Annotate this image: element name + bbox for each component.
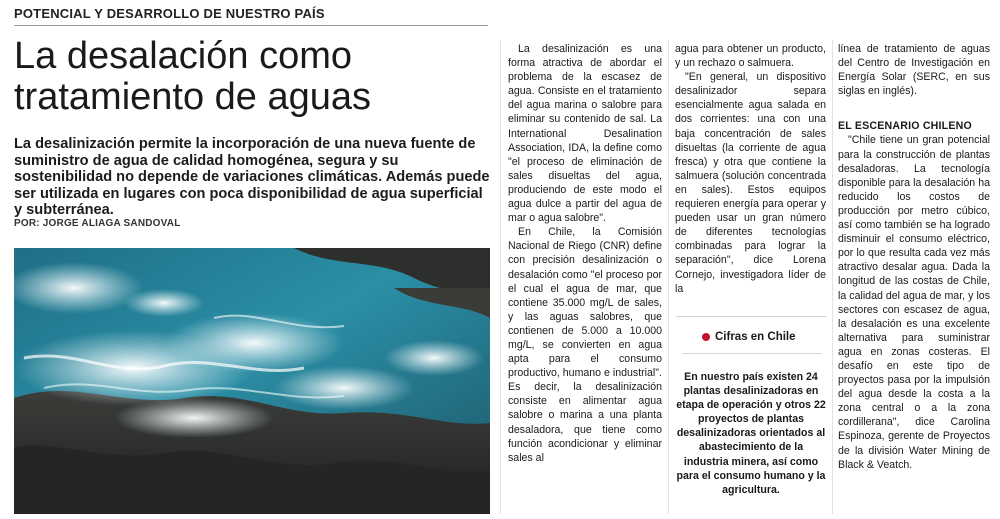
column-divider-3 [832,40,833,514]
column-1-paragraph-1: La desalinización es una forma atractiva de abordar el problema de la escasez de agua. Consiste en el tratamiento del agua marina o salobre para eliminar su contenido de sal. La International Desalination Association, IDA, la define como "el proceso de eliminación de sales disueltas del agua, produciendo de este modo el agua dulce a partir del agua de mar o agua salobre". [508,43,662,225]
column-3-paragraph-1: línea de tratamiento de aguas del Centro de Investigación en Energía Solar (SERC, en sus siglas en inglés). [838,43,990,98]
headline [14,36,494,118]
body-column-3 [838,42,990,472]
body-column-2 [675,42,826,296]
body-column-1 [508,42,662,465]
stats-box-text: En nuestro país existen 24 plantas desalinizadoras en etapa de operación y otros 22 proyectos de plantas desalinizadoras orientados al abastecimiento de la industria minera, así como para el consumo humano y la agricultura. [676,371,826,496]
section-tag: POTENCIAL Y DESARROLLO DE NUESTRO PAÍS [14,6,325,21]
stats-box-title [702,331,826,343]
column-2-paragraph-1: agua para obtener un producto, y un rechazo o salmuera. [675,43,826,70]
subheading: EL ESCENARIO CHILENO [838,120,972,133]
stats-box-title-text: Cifras en Chile [715,331,796,343]
red-dot-icon [702,333,710,341]
lead-paragraph: La desalinización permite la incorporación de una nueva fuente de suministro de agua de calidad homogénea, segura y su sostenibilidad no depende de variaciones climáticas. Además puede ser utilizada en lugares con poca disponibilidad de agua superficial y subterránea. [14,136,490,218]
column-divider-1 [500,40,501,514]
column-3-paragraph-2: "Chile tiene un gran potencial para la construcción de plantas desaladoras. La tecnología disponible para la desalación ha reducido los costos de producción por metro cúbico, así como también se ha logrado disminuir el consumo eléctrico, por lo que resulta cada vez más atractivo desalar agua. Dada la longitud de las costas de Chile, la calidad del agua de mar, y los sectores con escasez de agua, la desalación es una excelente alternativa para suministrar agua en zonas costeras. El desafío en este tipo de proyectos pasa por la impulsión del agua desde la costa a la zona central o a la zona cordillerana", dice Carolina Espinoza, gerente de Proyectos de la división Water Mining de Black & Veatch. [838,134,990,471]
column-1-paragraph-2: En Chile, la Comisión Nacional de Riego (CNR) define con precisión desalinización o desalación como "el proceso por el cual el agua de mar, que contiene 35.000 mg/L de sales, y las aguas salobres, que contienen de 5.000 a 10.000 mg/L, se convierten en agua apta para el consumo productivo, humano e industrial". Es decir, la desalinización consiste en alimentar agua salobre o marina a una planta desaladora, que tiene como función acondicionar y eliminar sales al [508,226,662,464]
headline-line-2: tratamiento de aguas [14,76,372,118]
section-tag-rule [14,25,488,26]
column-divider-2 [668,40,669,514]
stats-box [676,316,826,515]
column-2-paragraph-2: "En general, un dispositivo desalinizador separa esencialmente agua salada en dos corrientes: una con una baja concentración de sales disueltas (la corriente de agua fresca) y otra que contiene la salmuera (solución concentrada en sales). Estos equipos requieren energía para operar y pueden usar un gran número de diferentes tecnologías combinadas para lograr la separación", dice Lorena Cornejo, investigadora líder de la [675,71,826,295]
byline: POR: JORGE ALIAGA SANDOVAL [14,218,181,229]
stats-box-rule [682,353,822,354]
headline-line-1: La desalación como [14,35,352,77]
ocean-coast-photo [14,248,490,514]
